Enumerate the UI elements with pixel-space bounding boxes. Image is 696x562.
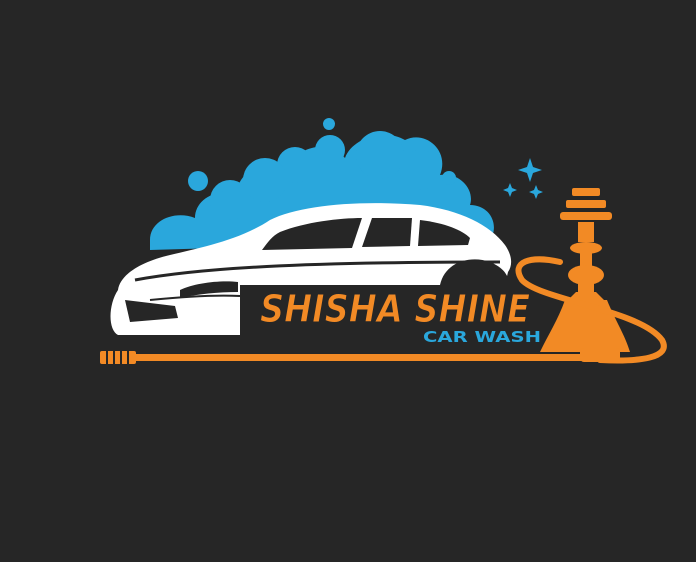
sparkle-icon bbox=[503, 158, 543, 199]
tagline: CAR WASH bbox=[423, 328, 541, 346]
brand-name: SHISHA SHINE bbox=[260, 287, 531, 331]
